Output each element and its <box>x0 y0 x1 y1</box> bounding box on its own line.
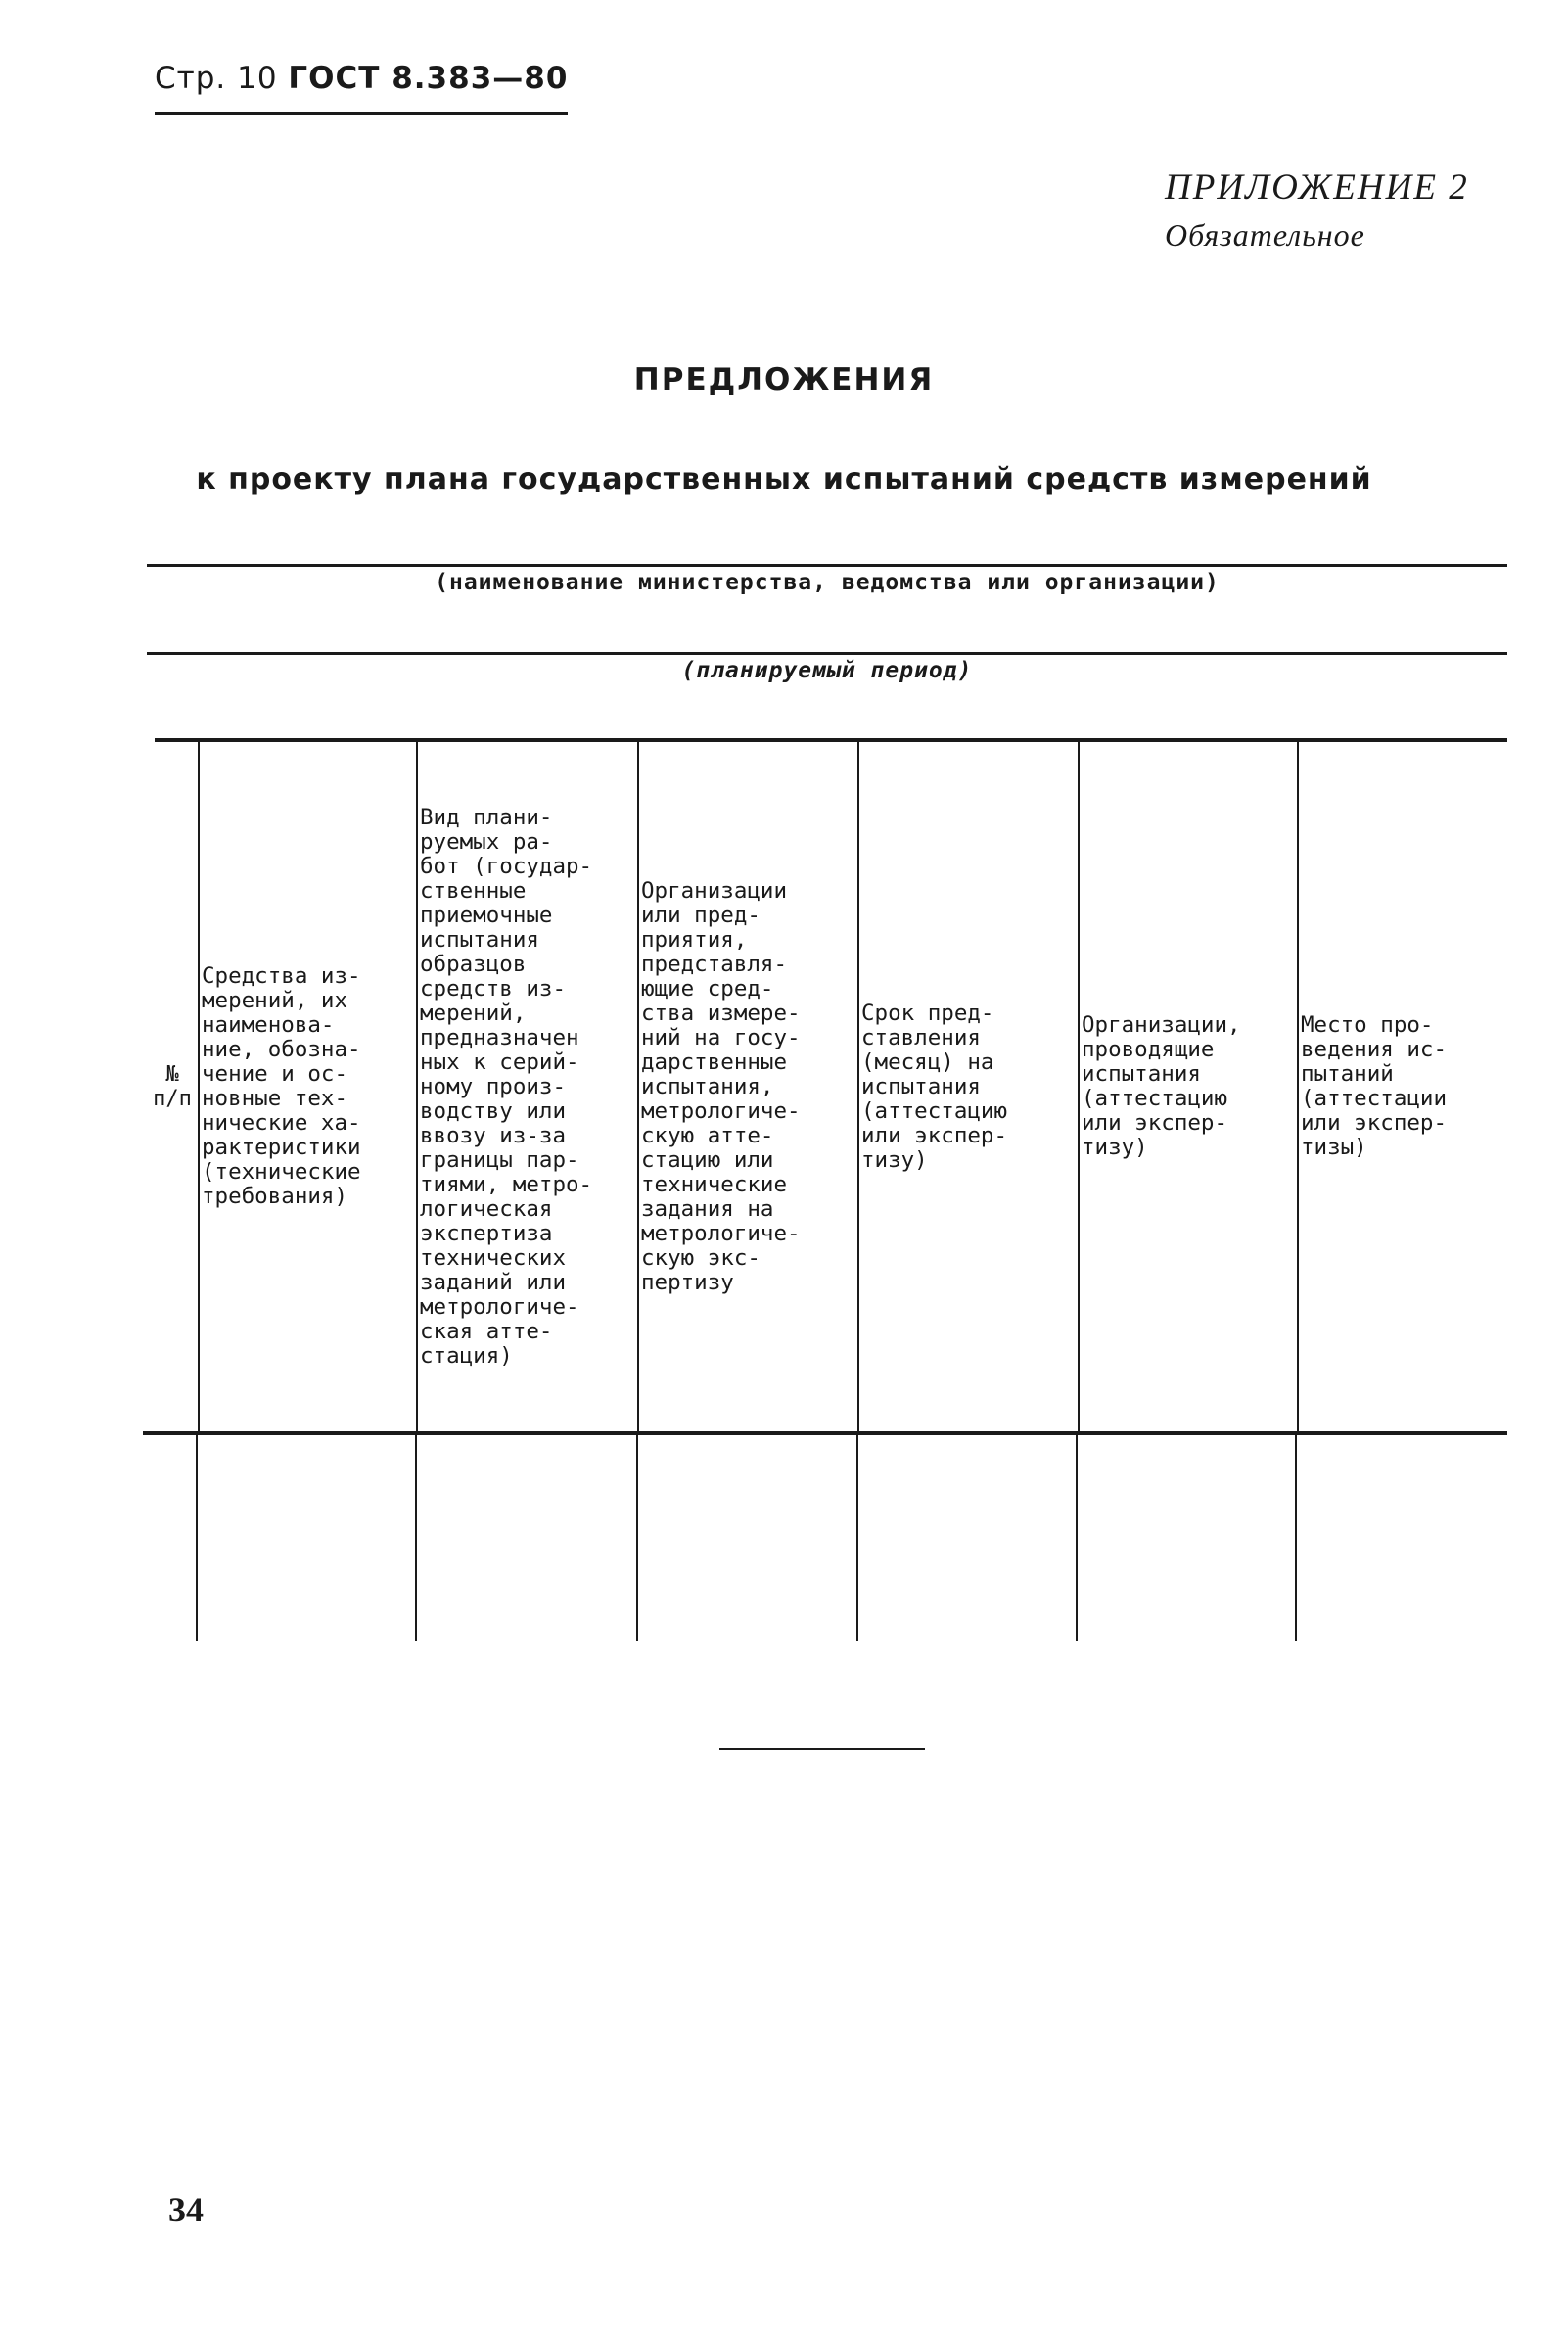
page-number: 34 <box>168 2190 204 2229</box>
column-divider <box>415 1435 417 1641</box>
running-header <box>155 61 568 96</box>
column-divider <box>856 1435 858 1641</box>
column-header-submission-deadline: Срок пред- ставления (месяц) на испытания (аттестацию или экспер- тизу) <box>861 1000 1008 1173</box>
column-header-testing-location: Место про- ведения ис- пытаний (аттестации или экспер- тизы) <box>1301 1012 1448 1160</box>
standard-number: ГОСТ 8.383—80 <box>288 61 569 96</box>
appendix-label: ПРИЛОЖЕНИЕ 2 <box>1165 167 1469 208</box>
column-divider <box>198 742 200 1431</box>
header-rule <box>155 112 568 115</box>
column-divider <box>196 1435 198 1641</box>
column-divider <box>416 742 418 1431</box>
column-divider <box>1078 742 1080 1431</box>
column-header-submitting-organizations: Организации или пред- приятия, представля- ющие сред- ства измере- ний на госу- дарственные испытания, метрологиче- скую атте- стацию или технические задания на метрологиче- скую экс- пертизу <box>641 877 801 1295</box>
organization-fill-line <box>147 564 1507 567</box>
document-subtitle: к проекту плана государственных испытаний средств измерений <box>196 462 1372 496</box>
column-divider <box>636 1435 638 1641</box>
period-caption: (планируемый период) <box>681 658 973 683</box>
column-divider <box>857 742 859 1431</box>
appendix-status: Обязательное <box>1165 217 1365 253</box>
document-title: ПРЕДЛОЖЕНИЯ <box>633 362 935 397</box>
column-header-work-type: Вид плани- руемых ра- бот (государ- ственные приемочные испытания образцов средств из- мерений, предназначен ных к серий- ному произ- водству или ввозу из-за границы пар- тиями, метро- логическая экспертиза технических заданий или метрологиче- ская атте- стация) <box>420 804 593 1369</box>
page-label: Стр. 10 <box>155 61 278 96</box>
column-divider <box>637 742 639 1431</box>
organization-caption: (наименование министерства, ведомства или организации) <box>435 570 1220 595</box>
column-header-instruments: Средства из- мерений, их наименова- ние, обозна- чение и ос- новные тех- нические ха- рактеристики (технические требования) <box>202 963 361 1209</box>
table-header-bottom-rule <box>143 1431 1507 1435</box>
period-fill-line <box>147 652 1507 655</box>
column-header-testing-organizations: Организации, проводящие испытания (аттестацию или экспер- тизу) <box>1082 1012 1241 1160</box>
end-rule <box>719 1748 925 1750</box>
column-divider <box>1295 1435 1297 1641</box>
column-header-number: № п/п <box>153 1062 192 1111</box>
column-divider <box>1076 1435 1078 1641</box>
column-divider <box>1297 742 1299 1431</box>
